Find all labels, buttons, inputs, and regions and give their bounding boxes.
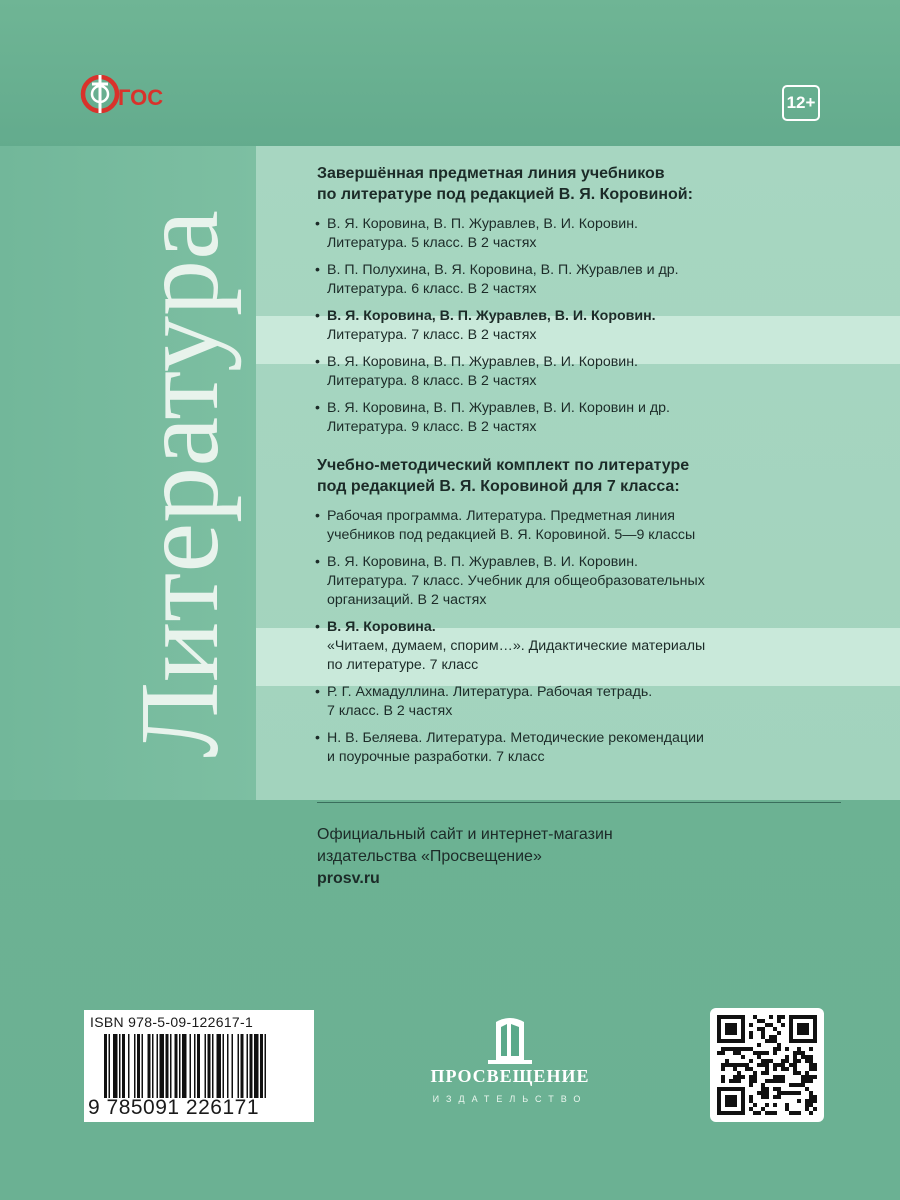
list-item [317, 507, 857, 545]
list-item [317, 683, 857, 721]
list-item [317, 729, 857, 767]
list-item [317, 261, 857, 299]
list-item [317, 215, 857, 253]
section1-header-line1: Завершённая предметная линия учебников [317, 165, 665, 182]
section2-header-line2: под редакцией В. Я. Коровиной для 7 класса: [317, 478, 680, 495]
section2-header [317, 455, 857, 497]
fgos-logo-text: ГОС [118, 85, 164, 110]
item-line: по литературе. 7 класс [327, 657, 479, 673]
list-item-highlighted [317, 307, 857, 345]
site-line2: издательства «Просвещение» [317, 848, 542, 865]
spine-title-text: Литература [118, 211, 242, 758]
section1-header-line2: по литературе под редакцией В. Я. Коровиной: [317, 186, 693, 203]
age-rating-badge: 12+ [782, 85, 820, 121]
book-list [317, 163, 857, 775]
item-authors: • В. П. Полухина, В. Я. Коровина, В. П. Журавлев и др. [327, 262, 679, 278]
item-line: • Р. Г. Ахмадуллина. Литература. Рабочая тетрадь. [327, 684, 653, 700]
item-authors: • В. Я. Коровина, В. П. Журавлев, В. И. Коровин. [327, 354, 638, 370]
publisher-subtitle: ИЗДАТЕЛЬСТВО [432, 1094, 588, 1104]
item-desc: Литература. 5 класс. В 2 частях [327, 235, 537, 251]
item-line: • Н. В. Беляева. Литература. Методические рекомендации [327, 730, 704, 746]
item-line: 7 класс. В 2 частях [327, 703, 453, 719]
section2-header-line1: Учебно-методический комплект по литературе [317, 457, 690, 474]
barcode-icon [104, 1034, 310, 1098]
barcode-digits: 9 785091 226171 [88, 1096, 259, 1119]
qr-code [710, 1008, 824, 1122]
item-desc: Литература. 7 класс. В 2 частях [327, 327, 537, 343]
site-line1: Официальный сайт и интернет-магазин [317, 826, 613, 843]
isbn-label: ISBN 978-5-09-122617-1 [90, 1014, 254, 1030]
list-item-highlighted [317, 618, 857, 675]
fgos-logo [78, 66, 188, 126]
site-url: prosv.ru [317, 870, 380, 887]
item-authors: • В. Я. Коровина, В. П. Журавлев, В. И. Коровин. [327, 216, 638, 232]
spine-title [72, 206, 242, 766]
prosveshchenie-logo-icon [400, 1010, 620, 1066]
item-desc: Литература. 6 класс. В 2 частях [327, 281, 537, 297]
item-authors: • В. Я. Коровина, В. П. Журавлев, В. И. Коровин. [327, 308, 656, 324]
item-line: • В. Я. Коровина. [327, 619, 436, 635]
item-desc: Литература. 9 класс. В 2 частях [327, 419, 537, 435]
item-line: организаций. В 2 частях [327, 592, 487, 608]
qr-code-icon [717, 1015, 817, 1115]
publisher-site-info [317, 824, 837, 890]
item-line: • Рабочая программа. Литература. Предметная линия [327, 508, 675, 524]
item-line: и поурочные разработки. 7 класс [327, 749, 545, 765]
item-line: • В. Я. Коровина, В. П. Журавлев, В. И. Коровин. [327, 554, 638, 570]
divider [317, 802, 841, 803]
list-item [317, 399, 857, 437]
item-line: учебников под редакцией В. Я. Коровиной. 5—9 классы [327, 527, 696, 543]
publisher-logo [400, 1010, 620, 1130]
section1-header [317, 163, 857, 205]
list-item [317, 353, 857, 391]
item-line: Литература. 7 класс. Учебник для общеобразовательных [327, 573, 705, 589]
list-item [317, 553, 857, 610]
publisher-name: ПРОСВЕЩЕНИЕ [430, 1066, 590, 1086]
item-line: «Читаем, думаем, спорим…». Дидактические материалы [327, 638, 706, 654]
item-authors: • В. Я. Коровина, В. П. Журавлев, В. И. Коровин и др. [327, 400, 670, 416]
item-desc: Литература. 8 класс. В 2 частях [327, 373, 537, 389]
